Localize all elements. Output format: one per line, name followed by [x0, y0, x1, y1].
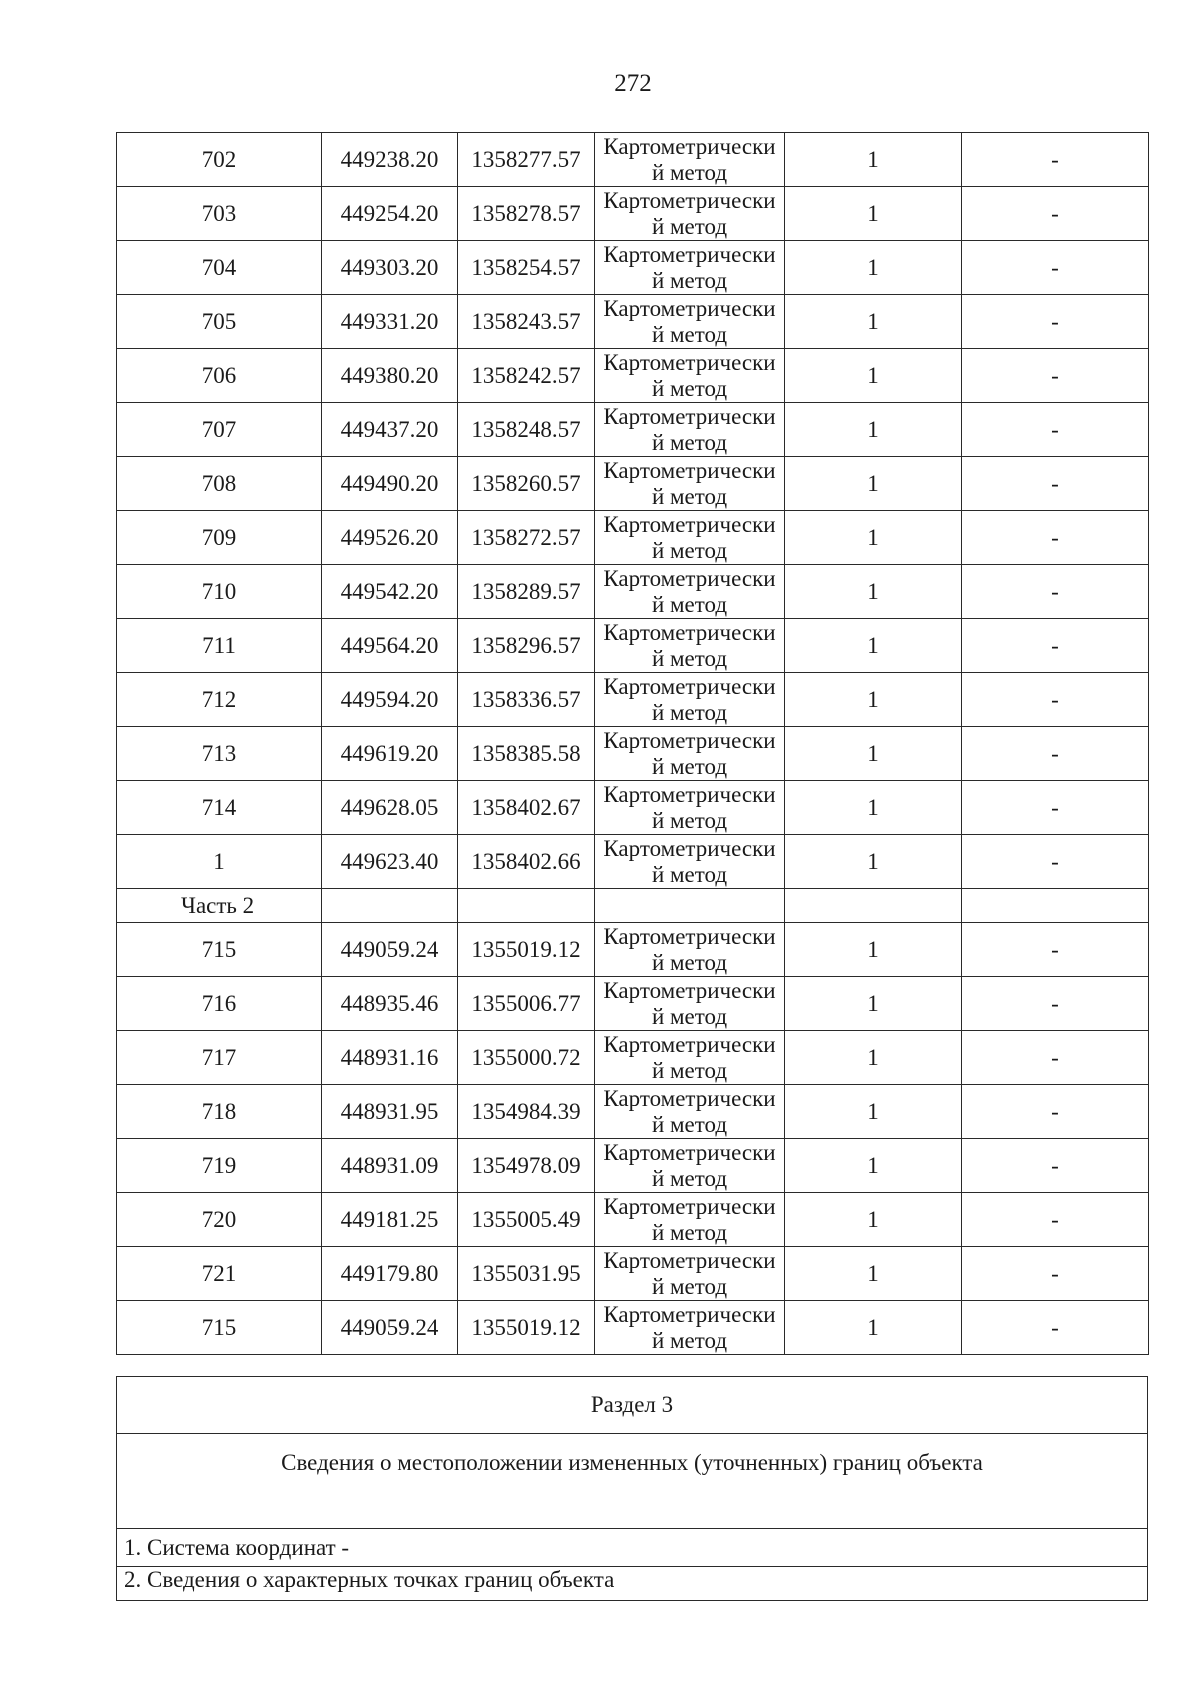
- method-line-2: й метод: [651, 645, 728, 671]
- empty-cell: [595, 889, 785, 923]
- y-coordinate-cell: 1358385.58: [458, 727, 595, 781]
- y-coordinate-cell: 1358289.57: [458, 565, 595, 619]
- empty-cell: [962, 889, 1149, 923]
- note-cell: -: [962, 187, 1149, 241]
- method-line-2: й метод: [651, 375, 728, 401]
- accuracy-cell: 1: [785, 295, 962, 349]
- note-cell: -: [962, 1031, 1149, 1085]
- point-number-cell: 721: [117, 1247, 322, 1301]
- accuracy-cell: 1: [785, 673, 962, 727]
- coordinate-system-item: 1. Система координат -: [117, 1529, 1148, 1567]
- table-row: [117, 457, 1149, 511]
- method-cell: [595, 295, 785, 349]
- accuracy-cell: 1: [785, 619, 962, 673]
- method-line-2: й метод: [651, 213, 728, 239]
- method-line-1: Картометрически: [603, 1301, 776, 1327]
- accuracy-cell: 1: [785, 241, 962, 295]
- x-coordinate-cell: 449623.40: [322, 835, 458, 889]
- method-line-2: й метод: [651, 1219, 728, 1245]
- method-cell: [595, 781, 785, 835]
- y-coordinate-cell: 1355019.12: [458, 923, 595, 977]
- table-row: [117, 835, 1149, 889]
- point-number-cell: 711: [117, 619, 322, 673]
- accuracy-cell: 1: [785, 565, 962, 619]
- method-line-1: Картометрически: [603, 619, 776, 645]
- table-row: [117, 511, 1149, 565]
- x-coordinate-cell: 448931.95: [322, 1085, 458, 1139]
- method-line-1: Картометрически: [603, 673, 776, 699]
- y-coordinate-cell: 1354984.39: [458, 1085, 595, 1139]
- method-cell: [595, 1031, 785, 1085]
- x-coordinate-cell: 449059.24: [322, 923, 458, 977]
- method-line-1: Картометрически: [603, 187, 776, 213]
- coordinates-table: [116, 132, 1149, 1355]
- point-number-cell: 708: [117, 457, 322, 511]
- y-coordinate-cell: 1358242.57: [458, 349, 595, 403]
- point-number-cell: 717: [117, 1031, 322, 1085]
- method-cell: [595, 1139, 785, 1193]
- table-row: [117, 133, 1149, 187]
- table-row: [117, 295, 1149, 349]
- method-line-1: Картометрически: [603, 923, 776, 949]
- table-row: [117, 349, 1149, 403]
- section-title: Раздел 3: [117, 1377, 1148, 1434]
- x-coordinate-cell: 448931.09: [322, 1139, 458, 1193]
- point-number-cell: 703: [117, 187, 322, 241]
- method-line-2: й метод: [651, 1273, 728, 1299]
- x-coordinate-cell: 449526.20: [322, 511, 458, 565]
- accuracy-cell: 1: [785, 1031, 962, 1085]
- point-number-cell: 707: [117, 403, 322, 457]
- method-line-2: й метод: [651, 861, 728, 887]
- method-line-2: й метод: [651, 1327, 728, 1353]
- y-coordinate-cell: 1358336.57: [458, 673, 595, 727]
- point-number-cell: 715: [117, 923, 322, 977]
- method-line-2: й метод: [651, 1057, 728, 1083]
- method-cell: [595, 835, 785, 889]
- table-row: [117, 565, 1149, 619]
- accuracy-cell: 1: [785, 977, 962, 1031]
- method-line-1: Картометрически: [603, 727, 776, 753]
- y-coordinate-cell: 1355019.12: [458, 1301, 595, 1355]
- x-coordinate-cell: 449564.20: [322, 619, 458, 673]
- method-cell: [595, 1301, 785, 1355]
- section-3-table: [116, 1376, 1148, 1601]
- method-line-2: й метод: [651, 1165, 728, 1191]
- table-row: [117, 977, 1149, 1031]
- y-coordinate-cell: 1355006.77: [458, 977, 595, 1031]
- point-number-cell: 719: [117, 1139, 322, 1193]
- method-line-2: й метод: [651, 807, 728, 833]
- method-line-1: Картометрически: [603, 1139, 776, 1165]
- note-cell: -: [962, 1301, 1149, 1355]
- accuracy-cell: 1: [785, 1193, 962, 1247]
- y-coordinate-cell: 1358278.57: [458, 187, 595, 241]
- table-row: [117, 727, 1149, 781]
- x-coordinate-cell: 449254.20: [322, 187, 458, 241]
- method-line-2: й метод: [651, 267, 728, 293]
- note-cell: -: [962, 241, 1149, 295]
- note-cell: -: [962, 923, 1149, 977]
- note-cell: -: [962, 403, 1149, 457]
- point-number-cell: 720: [117, 1193, 322, 1247]
- note-cell: -: [962, 835, 1149, 889]
- note-cell: -: [962, 619, 1149, 673]
- table-row: [117, 781, 1149, 835]
- empty-cell: [785, 889, 962, 923]
- accuracy-cell: 1: [785, 349, 962, 403]
- method-line-2: й метод: [651, 699, 728, 725]
- x-coordinate-cell: 449380.20: [322, 349, 458, 403]
- point-number-cell: 704: [117, 241, 322, 295]
- method-line-1: Картометрически: [603, 511, 776, 537]
- point-number-cell: 710: [117, 565, 322, 619]
- point-number-cell: 716: [117, 977, 322, 1031]
- note-cell: -: [962, 133, 1149, 187]
- point-number-cell: 702: [117, 133, 322, 187]
- point-number-cell: 715: [117, 1301, 322, 1355]
- method-cell: [595, 565, 785, 619]
- y-coordinate-cell: 1355000.72: [458, 1031, 595, 1085]
- table-row: [117, 673, 1149, 727]
- x-coordinate-cell: 448935.46: [322, 977, 458, 1031]
- method-line-2: й метод: [651, 1003, 728, 1029]
- y-coordinate-cell: 1354978.09: [458, 1139, 595, 1193]
- method-cell: [595, 619, 785, 673]
- point-number-cell: 712: [117, 673, 322, 727]
- point-number-cell: 709: [117, 511, 322, 565]
- method-cell: [595, 187, 785, 241]
- y-coordinate-cell: 1358402.67: [458, 781, 595, 835]
- y-coordinate-cell: 1358296.57: [458, 619, 595, 673]
- method-line-2: й метод: [651, 321, 728, 347]
- accuracy-cell: 1: [785, 511, 962, 565]
- y-coordinate-cell: 1358402.66: [458, 835, 595, 889]
- x-coordinate-cell: 448931.16: [322, 1031, 458, 1085]
- method-line-2: й метод: [651, 537, 728, 563]
- x-coordinate-cell: 449594.20: [322, 673, 458, 727]
- method-cell: [595, 241, 785, 295]
- point-number-cell: 714: [117, 781, 322, 835]
- x-coordinate-cell: 449303.20: [322, 241, 458, 295]
- part-label: Часть 2: [117, 889, 322, 923]
- point-number-cell: 705: [117, 295, 322, 349]
- x-coordinate-cell: 449179.80: [322, 1247, 458, 1301]
- note-cell: -: [962, 511, 1149, 565]
- method-cell: [595, 133, 785, 187]
- method-line-2: й метод: [651, 949, 728, 975]
- accuracy-cell: 1: [785, 1247, 962, 1301]
- method-line-1: Картометрически: [603, 835, 776, 861]
- method-line-1: Картометрически: [603, 133, 776, 159]
- method-line-1: Картометрически: [603, 565, 776, 591]
- point-number-cell: 713: [117, 727, 322, 781]
- accuracy-cell: 1: [785, 457, 962, 511]
- accuracy-cell: 1: [785, 923, 962, 977]
- method-cell: [595, 673, 785, 727]
- method-line-1: Картометрически: [603, 1193, 776, 1219]
- x-coordinate-cell: 449331.20: [322, 295, 458, 349]
- section-description: Сведения о местоположении измененных (уточненных) границ объекта: [117, 1434, 1148, 1529]
- accuracy-cell: 1: [785, 727, 962, 781]
- accuracy-cell: 1: [785, 835, 962, 889]
- note-cell: -: [962, 1139, 1149, 1193]
- accuracy-cell: 1: [785, 403, 962, 457]
- x-coordinate-cell: 449490.20: [322, 457, 458, 511]
- note-cell: -: [962, 1193, 1149, 1247]
- method-line-1: Картометрически: [603, 1247, 776, 1273]
- method-line-2: й метод: [651, 483, 728, 509]
- table-row: [117, 1247, 1149, 1301]
- table-row: [117, 241, 1149, 295]
- method-cell: [595, 403, 785, 457]
- part-header-row: [117, 889, 1149, 923]
- note-cell: -: [962, 295, 1149, 349]
- y-coordinate-cell: 1358254.57: [458, 241, 595, 295]
- table-row: [117, 1031, 1149, 1085]
- method-cell: [595, 511, 785, 565]
- table-row: [117, 1301, 1149, 1355]
- note-cell: -: [962, 565, 1149, 619]
- table-row: [117, 1193, 1149, 1247]
- empty-cell: [322, 889, 458, 923]
- x-coordinate-cell: 449238.20: [322, 133, 458, 187]
- note-cell: -: [962, 977, 1149, 1031]
- table-row: [117, 619, 1149, 673]
- accuracy-cell: 1: [785, 1085, 962, 1139]
- method-line-2: й метод: [651, 753, 728, 779]
- note-cell: -: [962, 349, 1149, 403]
- y-coordinate-cell: 1355005.49: [458, 1193, 595, 1247]
- method-line-2: й метод: [651, 591, 728, 617]
- y-coordinate-cell: 1358243.57: [458, 295, 595, 349]
- method-line-1: Картометрически: [603, 403, 776, 429]
- method-cell: [595, 1193, 785, 1247]
- method-line-2: й метод: [651, 1111, 728, 1137]
- method-cell: [595, 727, 785, 781]
- method-line-1: Картометрически: [603, 295, 776, 321]
- method-line-1: Картометрически: [603, 349, 776, 375]
- method-line-1: Картометрически: [603, 977, 776, 1003]
- y-coordinate-cell: 1358248.57: [458, 403, 595, 457]
- accuracy-cell: 1: [785, 1139, 962, 1193]
- x-coordinate-cell: 449181.25: [322, 1193, 458, 1247]
- table-row: [117, 403, 1149, 457]
- note-cell: -: [962, 1247, 1149, 1301]
- x-coordinate-cell: 449628.05: [322, 781, 458, 835]
- point-number-cell: 1: [117, 835, 322, 889]
- table-row: [117, 1085, 1149, 1139]
- method-line-1: Картометрически: [603, 241, 776, 267]
- y-coordinate-cell: 1358260.57: [458, 457, 595, 511]
- note-cell: -: [962, 727, 1149, 781]
- page-number: 272: [614, 70, 652, 97]
- y-coordinate-cell: 1358272.57: [458, 511, 595, 565]
- table-row: [117, 1139, 1149, 1193]
- method-line-1: Картометрически: [603, 457, 776, 483]
- note-cell: -: [962, 1085, 1149, 1139]
- method-cell: [595, 1247, 785, 1301]
- table-row: [117, 187, 1149, 241]
- point-number-cell: 718: [117, 1085, 322, 1139]
- method-cell: [595, 457, 785, 511]
- method-cell: [595, 349, 785, 403]
- note-cell: -: [962, 673, 1149, 727]
- method-line-2: й метод: [651, 429, 728, 455]
- y-coordinate-cell: 1358277.57: [458, 133, 595, 187]
- x-coordinate-cell: 449059.24: [322, 1301, 458, 1355]
- method-line-1: Картометрически: [603, 781, 776, 807]
- x-coordinate-cell: 449437.20: [322, 403, 458, 457]
- x-coordinate-cell: 449619.20: [322, 727, 458, 781]
- empty-cell: [458, 889, 595, 923]
- accuracy-cell: 1: [785, 1301, 962, 1355]
- method-cell: [595, 923, 785, 977]
- note-cell: -: [962, 457, 1149, 511]
- x-coordinate-cell: 449542.20: [322, 565, 458, 619]
- accuracy-cell: 1: [785, 187, 962, 241]
- point-number-cell: 706: [117, 349, 322, 403]
- accuracy-cell: 1: [785, 781, 962, 835]
- method-line-1: Картометрически: [603, 1031, 776, 1057]
- method-cell: [595, 977, 785, 1031]
- y-coordinate-cell: 1355031.95: [458, 1247, 595, 1301]
- accuracy-cell: 1: [785, 133, 962, 187]
- method-line-1: Картометрически: [603, 1085, 776, 1111]
- method-cell: [595, 1085, 785, 1139]
- table-row: [117, 923, 1149, 977]
- coordinates-table-body: [117, 133, 1149, 1355]
- method-line-2: й метод: [651, 159, 728, 185]
- note-cell: -: [962, 781, 1149, 835]
- characteristic-points-item: 2. Сведения о характерных точках границ объекта: [117, 1567, 1148, 1601]
